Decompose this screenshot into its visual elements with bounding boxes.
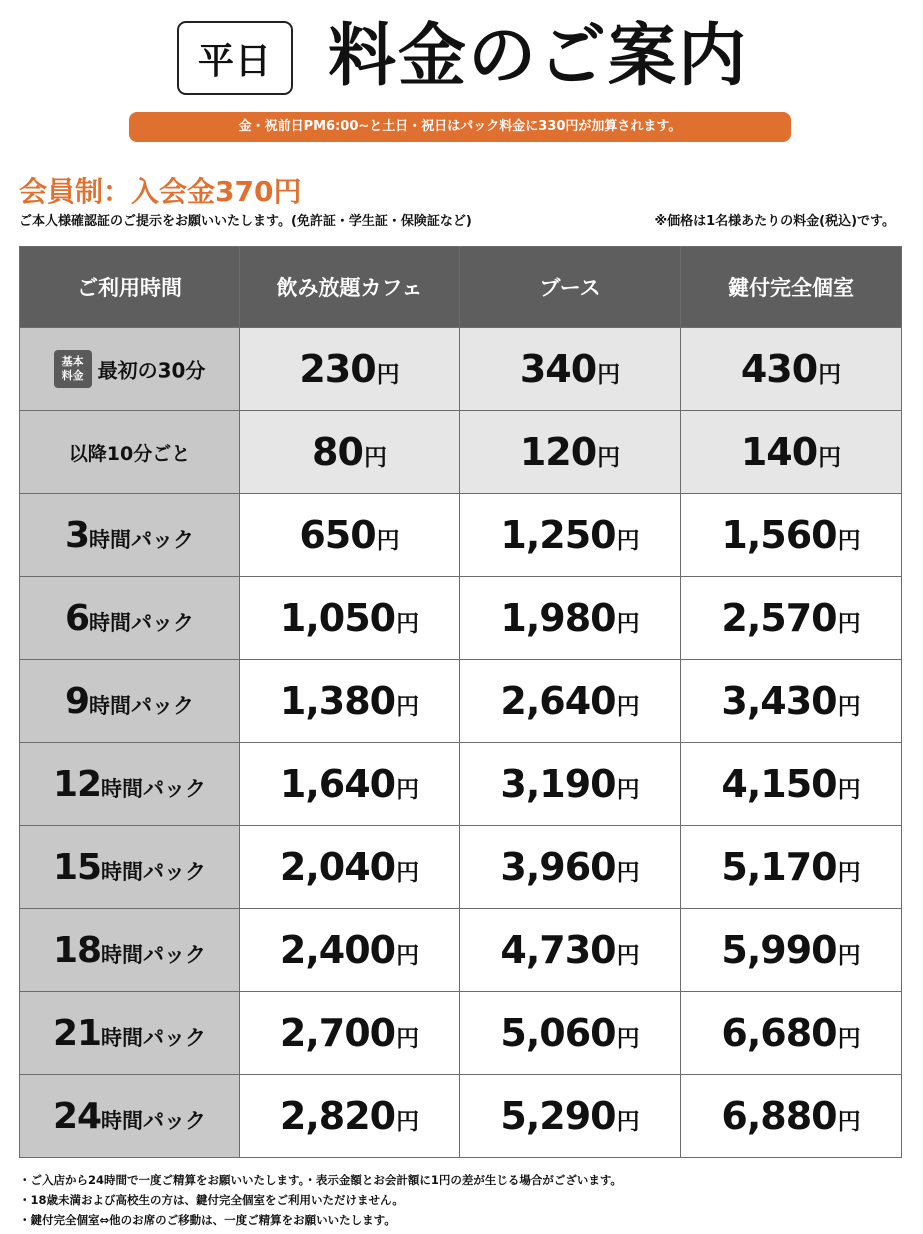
yen-unit: 円 [376,528,400,554]
yen-unit: 円 [837,528,861,554]
footer-notes [19,1170,899,1230]
yen-unit: 円 [616,860,640,886]
pack-hours: 24 [52,1095,102,1137]
table-row [20,660,902,743]
pack-suffix: 時間パック [101,776,207,801]
price-value: 5,060 [500,1011,616,1055]
price-cell [681,328,902,411]
price-cell [460,743,681,826]
id-note: ご本人様確認証のご提示をお願いいたします。(免許証・学生証・保険証など) [19,214,472,229]
price-value: 6,680 [721,1011,837,1055]
yen-unit: 円 [396,1026,420,1052]
price-value: 2,700 [279,1011,396,1055]
weekday-badge: 平日 [177,21,293,95]
price-cell [240,577,460,660]
price-cell [681,826,902,909]
footer-note: ・鍵付完全個室⇔他のお席のご移動は、一度ご精算をお願いいたします。 [19,1213,396,1227]
price-value: 3,190 [500,762,616,806]
row-label [20,328,240,411]
row-label [20,411,240,494]
price-note: ※価格は1名様あたりの料金(税込)です。 [654,214,895,229]
price-cell [681,1075,902,1158]
pack-suffix: 時間パック [89,610,195,635]
price-value: 1,050 [279,596,396,640]
yen-unit: 円 [376,362,400,388]
price-cell [460,909,681,992]
yen-unit: 円 [837,1026,861,1052]
yen-unit: 円 [616,694,640,720]
price-cell [240,660,460,743]
price-cell [240,1075,460,1158]
table-row [20,328,902,411]
price-cell [460,826,681,909]
price-cell [460,992,681,1075]
page-title: 料金のご案内 [328,17,749,96]
price-value: 2,570 [721,596,837,640]
price-value: 4,730 [500,928,616,972]
header-cafe: 飲み放題カフェ [240,247,460,328]
header-usage-time: ご利用時間 [20,247,240,328]
price-table-body [20,328,902,1158]
price-value: 5,170 [721,845,837,889]
row-label [20,743,240,826]
row-label-text: 以降10分ごと [68,442,191,465]
pack-suffix: 時間パック [101,942,207,967]
pack-suffix: 時間パック [89,693,195,718]
price-cell [460,1075,681,1158]
yen-unit: 円 [616,1026,640,1052]
price-cell [681,411,902,494]
price-cell [460,411,681,494]
price-value: 4,150 [721,762,837,806]
price-cell [460,577,681,660]
row-label [20,826,240,909]
row-label-text: 最初の30分 [97,358,206,383]
yen-unit: 円 [818,362,842,388]
price-cell [240,411,460,494]
yen-unit: 円 [837,777,861,803]
price-value: 2,640 [500,679,616,723]
yen-unit: 円 [616,943,640,969]
row-label [20,660,240,743]
page-header [0,0,923,110]
yen-unit: 円 [363,445,387,471]
row-label [20,577,240,660]
yen-unit: 円 [396,777,420,803]
pack-hours: 9 [64,680,90,722]
pack-hours: 6 [64,597,90,639]
row-label [20,1075,240,1158]
yen-unit: 円 [597,445,621,471]
price-cell [240,826,460,909]
yen-unit: 円 [616,1109,640,1135]
pack-suffix: 時間パック [101,1025,207,1050]
yen-unit: 円 [597,362,621,388]
pack-hours: 12 [52,763,102,805]
price-cell [240,909,460,992]
base-tag-line1: 基本 [61,355,84,368]
yen-unit: 円 [396,860,420,886]
row-label [20,494,240,577]
price-value: 6,880 [721,1094,837,1138]
price-value: 80 [312,430,363,474]
price-cell [681,909,902,992]
price-cell [681,494,902,577]
price-value: 140 [740,430,818,474]
pack-hours: 18 [52,929,102,971]
yen-unit: 円 [837,1109,861,1135]
price-value: 1,640 [279,762,396,806]
row-label [20,909,240,992]
header-booth: ブース [460,247,681,328]
price-value: 1,250 [500,513,616,557]
price-cell [681,743,902,826]
table-row [20,743,902,826]
price-cell [681,660,902,743]
table-row [20,826,902,909]
price-value: 1,380 [279,679,396,723]
price-cell [460,494,681,577]
price-cell [460,328,681,411]
table-row [20,992,902,1075]
price-table [19,246,902,1158]
membership-fee: 会員制：入会金370円 [19,175,302,208]
table-row [20,494,902,577]
pack-suffix: 時間パック [89,527,195,552]
pack-suffix: 時間パック [101,1108,207,1133]
pack-hours: 15 [52,846,102,888]
yen-unit: 円 [616,777,640,803]
price-value: 5,290 [500,1094,616,1138]
price-value: 430 [740,347,818,391]
price-cell [240,328,460,411]
price-cell [240,494,460,577]
price-value: 2,820 [279,1094,396,1138]
price-value: 1,980 [500,596,616,640]
yen-unit: 円 [616,611,640,637]
pack-hours: 3 [64,514,90,556]
price-cell [681,577,902,660]
row-label [20,992,240,1075]
yen-unit: 円 [616,528,640,554]
price-value: 3,960 [500,845,616,889]
footer-note: ・ご入店から24時間で一度ご精算をお願いいたします。・表示金額とお会計額に1円の差が生じる場合がございます。 [19,1173,622,1187]
pack-suffix: 時間パック [101,859,207,884]
base-fee-tag [54,350,92,388]
pack-hours: 21 [52,1012,102,1054]
price-value: 650 [299,513,376,557]
table-row [20,577,902,660]
price-value: 120 [519,430,597,474]
price-cell [681,992,902,1075]
table-row [20,1075,902,1158]
table-row [20,909,902,992]
footer-note: ・18歳未満および高校生の方は、鍵付完全個室をご利用いただけません。 [19,1193,404,1207]
price-value: 230 [299,347,376,391]
table-row [20,411,902,494]
price-cell [240,743,460,826]
price-value: 5,990 [721,928,837,972]
price-cell [460,660,681,743]
yen-unit: 円 [396,694,420,720]
price-table-header [20,247,902,328]
yen-unit: 円 [396,1109,420,1135]
price-value: 2,400 [279,928,396,972]
yen-unit: 円 [837,943,861,969]
surcharge-notice: 金・祝前日PM6:00~と土日・祝日はパック料金に330円が加算されます。 [129,112,791,142]
yen-unit: 円 [837,611,861,637]
yen-unit: 円 [837,860,861,886]
yen-unit: 円 [837,694,861,720]
base-tag-line2: 料金 [61,369,84,382]
price-cell [240,992,460,1075]
price-value: 340 [519,347,597,391]
price-value: 1,560 [721,513,837,557]
price-value: 2,040 [279,845,396,889]
yen-unit: 円 [396,943,420,969]
header-private-room: 鍵付完全個室 [681,247,902,328]
yen-unit: 円 [818,445,842,471]
yen-unit: 円 [396,611,420,637]
price-value: 3,430 [721,679,837,723]
